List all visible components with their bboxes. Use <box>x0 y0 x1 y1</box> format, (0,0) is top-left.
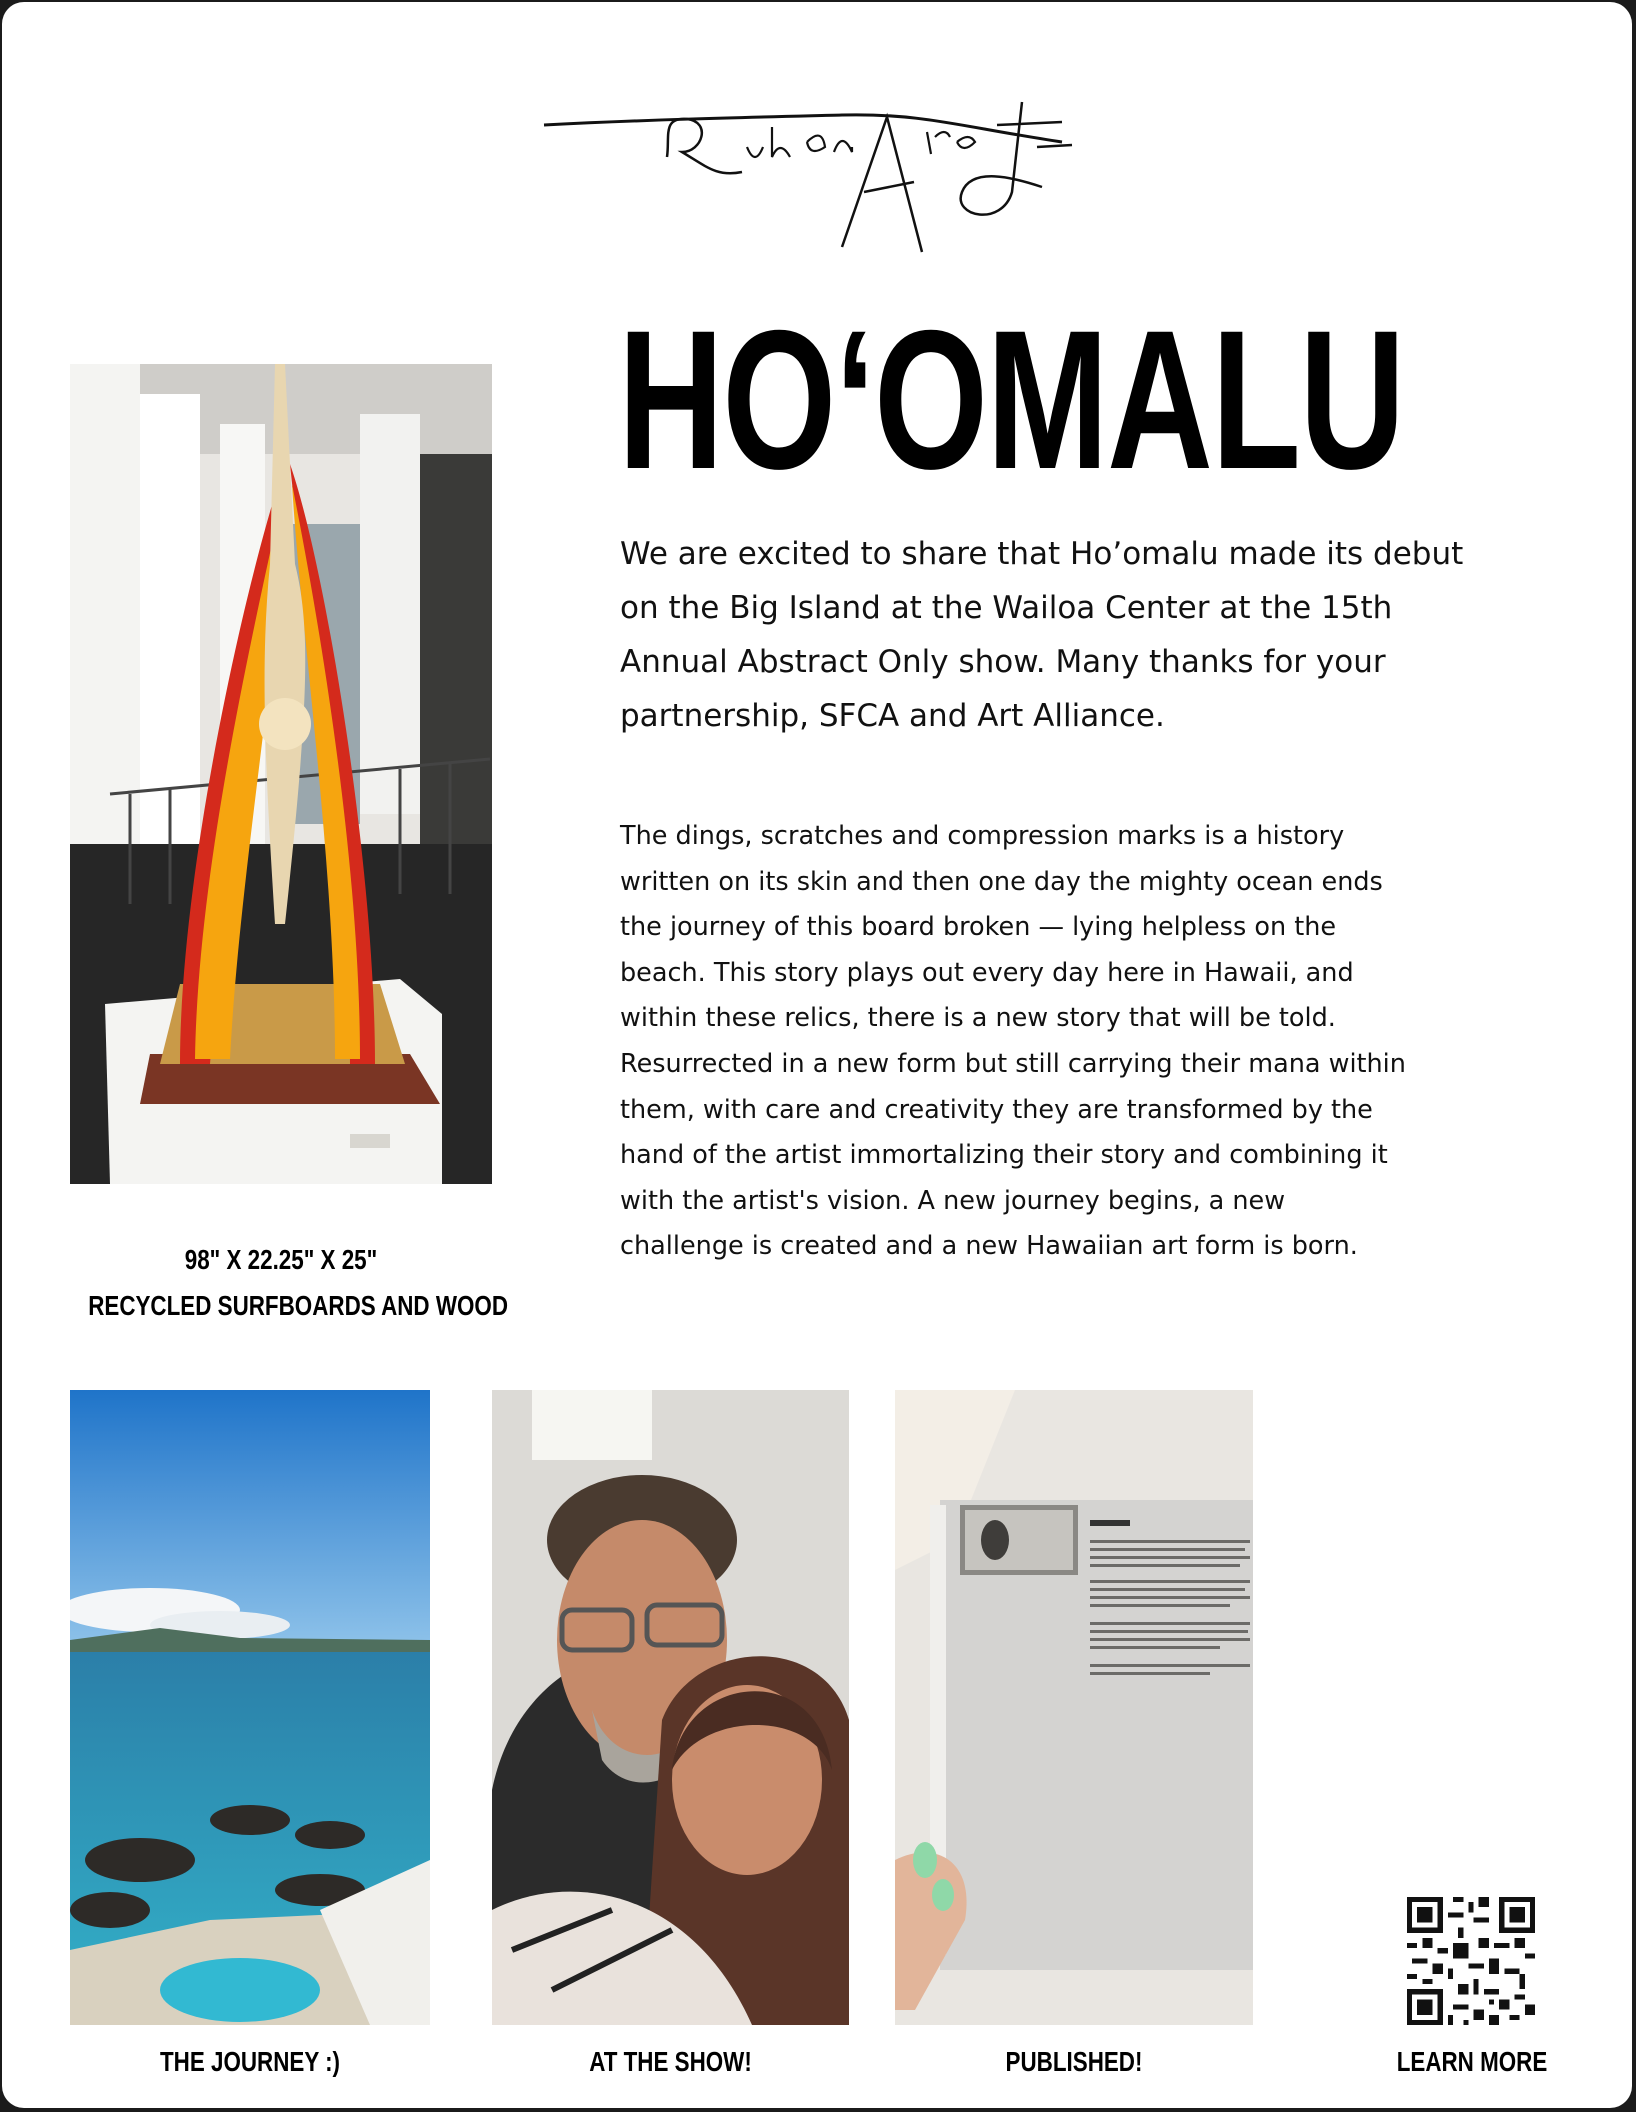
show-caption: AT THE SHOW! <box>589 2046 752 2077</box>
learn-more-caption[interactable]: LEARN MORE <box>1396 2046 1548 2077</box>
page-title: HO‘OMALU <box>618 289 1404 510</box>
intro-paragraph: We are excited to share that Ho’omalu made its debut on the Big Island at the Wailoa Center at the 15th Annual Abstract Only show. Many thanks for your partnership, SFCA and Art Alliance. <box>620 536 1464 734</box>
journey-caption: THE JOURNEY :) <box>159 2046 341 2077</box>
published-caption: PUBLISHED! <box>1005 2046 1143 2077</box>
story-paragraph: The dings, scratches and compression marks is a history written on its skin and then one day the mighty ocean ends the journey of this board broken — lying helpless on the beach. This story plays out every day here in Hawaii, and within these relics, there is a new story that will be told. Resurrected in a new form but still carrying their mana within them, with care and creativity they are transformed by the hand of the artist immortalizing their story and combining it with the artist's vision. A new journey begins, a new challenge is created and a new Hawaiian art form is born. <box>620 821 1406 1262</box>
show-photo <box>492 1390 849 2025</box>
qr-code[interactable] <box>1407 1897 1535 2025</box>
sculpture-materials: RECYCLED SURFBOARDS AND WOOD <box>88 1290 508 1321</box>
artist-signature <box>542 97 1082 267</box>
journey-photo <box>70 1390 430 2025</box>
flyer-page <box>2 2 1632 2108</box>
sculpture-photo <box>70 364 492 1184</box>
published-photo <box>895 1390 1253 2025</box>
sculpture-dimensions: 98" X 22.25" X 25" <box>184 1244 378 1275</box>
